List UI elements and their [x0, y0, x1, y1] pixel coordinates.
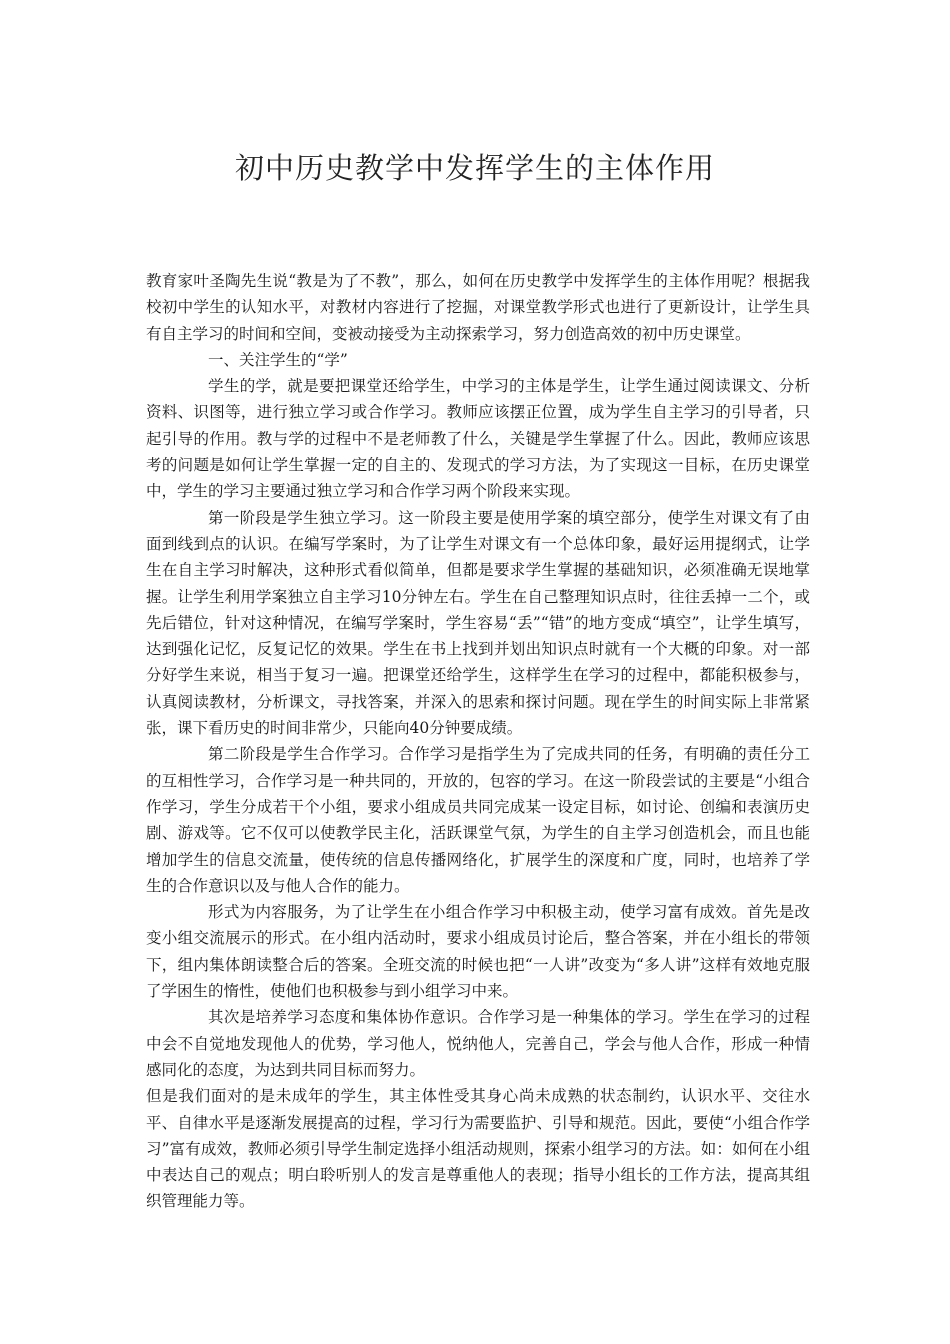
document-title: 初中历史教学中发挥学生的主体作用 — [234, 151, 715, 185]
paragraph-attitude-cooperation: 其次是培养学习态度和集体协作意识。合作学习是一种集体的学习。学生在学习的过程中会不自觉地发现他人的优势，学习他人，悦纳他人，完善自己，学会与他人合作，形成一种情感同化的态度，为达到共同目标而努力。 — [146, 1008, 810, 1079]
paragraph-form-serves-content: 形式为内容服务，为了让学生在小组合作学习中积极主动，使学习富有成效。首先是改变小组交流展示的形式。在小组内活动时，要求小组成员讨论后，整合答案，并在小组长的带领下，组内集体朗读整合后的答案。全班交流的时候也把“一人讲”改变为“多人讲”这样有效地克服了学困生的惰性，使他们也积极参与到小组学习中来。 — [146, 903, 810, 1001]
paragraph-stage-one: 第一阶段是学生独立学习。这一阶段主要是使用学案的填空部分，使学生对课文有了由面到线到点的认识。在编写学案时，为了让学生对课文有一个总体印象，最好运用提纲式，让学生在自主学习时解决，这种形式看似简单，但都是要求学生掌握的基础知识，必须准确无误地掌握。让学生利用学案独立自主学习10分钟左右。学生在自己整理知识点时，往往丢掉一二个，或先后错位，针对这种情况，在编写学案时，学生容易“丢”“错”的地方变成“填空”，让学生填写，达到强化记忆，反复记忆的效果。学生在书上找到并划出知识点时就有一个大概的印象。对一部分好学生来说，相当于复习一遍。把课堂还给学生，这样学生在学习的过程中，都能积极参与，认真阅读教材，分析课文，寻找答案，并深入的思索和探讨问题。现在学生的时间实际上非常紧张，课下看历史的时间非常少，只能向40分钟要成绩。 — [146, 508, 810, 738]
paragraph-stage-two: 第二阶段是学生合作学习。合作学习是指学生为了完成共同的任务，有明确的责任分工的互相性学习，合作学习是一种共同的，开放的，包容的学习。在这一阶段尝试的主要是“小组合作学习，学生分成若干个小组，要求小组成员共同完成某一设定目标，如讨论、创编和表演历史剧、游戏等。它不仅可以使教学民主化，活跃课堂气氛，为学生的自主学习创造机会，而且也能增加学生的信息交流量，使传统的信息传播网络化，扩展学生的深度和广度，同时，也培养了学生的合作意识以及与他人合作的能力。 — [146, 745, 810, 895]
document-body — [146, 268, 810, 1215]
section-heading: 一、关注学生的“学” — [208, 350, 348, 369]
paragraph-student-learning: 学生的学，就是要把课堂还给学生，中学习的主体是学生，让学生通过阅读课文、分析资料、识图等，进行独立学习或合作学习。教师应该摆正位置，成为学生自主学习的引导者，只起引导的作用。教与学的过程中不是老师教了什么，关键是学生掌握了什么。因此，教师应该思考的问题是如何让学生掌握一定的自主的、发现式的学习方法，为了实现这一目标，在历史课堂中，学生的学习主要通过独立学习和合作学习两个阶段来实现。 — [146, 377, 810, 501]
paragraph-guidance: 但是我们面对的是未成年的学生，其主体性受其身心尚未成熟的状态制约，认识水平、交往水平、自律水平是逐渐发展提高的过程，学习行为需要监护、引导和规范。因此，要使“小组合作学习”富有成效，教师必须引导学生制定选择小组活动规则，探索小组学习的方法。如：如何在小组中表达自己的观点；明白聆听别人的发言是尊重他人的表现；指导小组长的工作方法，提高其组织管理能力等。 — [146, 1087, 810, 1211]
paragraph-intro: 教育家叶圣陶先生说“教是为了不教”，那么，如何在历史教学中发挥学生的主体作用呢？根据我校初中学生的认知水平，对教材内容进行了挖掘，对课堂教学形式也进行了更新设计，让学生具有自主学习的时间和空间，变被动接受为主动探索学习，努力创造高效的初中历史课堂。 — [146, 272, 810, 343]
